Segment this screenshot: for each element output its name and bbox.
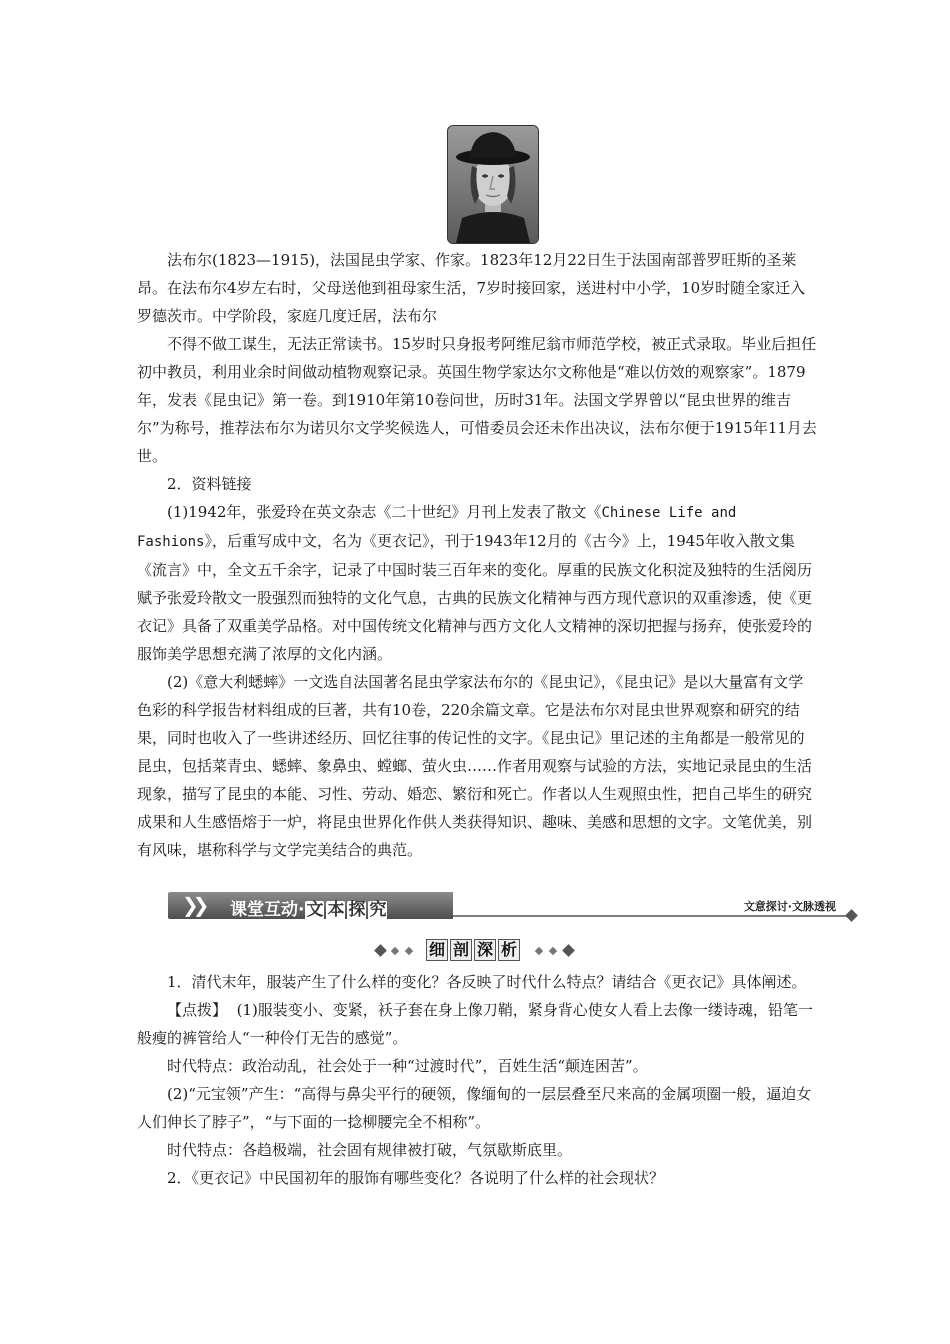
diamond-icon bbox=[845, 909, 858, 922]
biography-paragraph-1: 法布尔(1823—1915)，法国昆虫学家、作家。1823年12月22日生于法国南部普罗旺斯的圣莱昂。在法布尔4岁左右时，父母送他到祖母家生活，7岁时接回家，送进村中小学，10岁时随全家迁入罗德茨市。中学阶段，家庭几度迁居，法布尔 bbox=[137, 251, 806, 325]
subsection-heading bbox=[370, 938, 580, 964]
hint-paragraph-2: (2)“元宝领”产生：“高得与鼻尖平行的硬领，像缅甸的一层层叠至尺来高的金属项圈一般，逼迫女人们伸长了脖子”，“与下面的一捻柳腰完全不相称”。 bbox=[137, 1085, 812, 1131]
banner-bar bbox=[168, 892, 453, 919]
english-title: Chinese Life and Fashions bbox=[137, 505, 737, 550]
banner-title-char: 本 bbox=[327, 900, 345, 920]
era-feature-2: 时代特点：各趋极端，社会固有规律被打破，气氛歇斯底里。 bbox=[167, 1141, 573, 1159]
reference-section bbox=[137, 470, 817, 864]
banner-right-label: 文意探讨·文脉透视 bbox=[743, 900, 836, 913]
question-1: 1．清代末年，服装产生了什么样的变化？各反映了时代什么特点？请结合《更衣记》具体阐述。 bbox=[167, 973, 807, 991]
portrait-image bbox=[448, 126, 538, 243]
banner-title bbox=[230, 895, 388, 920]
reference-1-start: (1)1942年，张爱玲在英文杂志《二十世纪》月刊上发表了散文《 bbox=[167, 503, 602, 521]
banner-title-char: 探 bbox=[348, 900, 366, 920]
diamond-icon bbox=[405, 947, 413, 955]
diamond-icon bbox=[391, 947, 399, 955]
subsection-title-char: 析 bbox=[498, 939, 520, 961]
biography-section bbox=[137, 246, 817, 470]
banner-title-char: 究 bbox=[369, 900, 387, 920]
chevron-right-icon: ❯❯ bbox=[182, 893, 204, 917]
subsection-title-char: 细 bbox=[426, 939, 448, 961]
question-2: 2．《更衣记》中民国初年的服饰有哪些变化？各说明了什么样的社会现状？ bbox=[167, 1169, 665, 1187]
diamond-icon bbox=[535, 947, 543, 955]
diamond-icon bbox=[562, 944, 575, 957]
hint-1-text: (1)服装变小、变紧，袄子套在身上像刀鞘，紧身背心使女人看上去像一缕诗魂，铅笔一般瘦的裤管给人“一种伶仃无告的感觉”。 bbox=[137, 1001, 813, 1047]
diamond-icon bbox=[549, 947, 557, 955]
hint-paragraph-1 bbox=[137, 996, 817, 1052]
reference-1-end: 》，后重写成中文，名为《更衣记》，刊于1943年12月的《古今》上，1945年收入散文集《流言》中，全文五千余字，记录了中国时装三百年来的变化。厚重的民族文化积淀及独特的生活阅历赋予张爱玲散文一股强烈而独特的文化气息，古典的民族文化精神与西方现代意识的双重渗透，使《更衣记》具备了双重美学品格。对中国传统文化精神与西方文化人文精神的深切把握与扬弃，使张爱玲的服饰美学思想充满了浓厚的文化内涵。 bbox=[137, 532, 813, 663]
subsection-title-char: 深 bbox=[474, 939, 496, 961]
era-feature-1: 时代特点：政治动乱，社会处于一种“过渡时代”，百姓生活“颠连困苦”。 bbox=[167, 1057, 648, 1075]
banner-title-char: 文 bbox=[306, 900, 324, 920]
hint-label: 【点拨】 bbox=[167, 1001, 228, 1019]
biography-paragraph-2: 不得不做工谋生，无法正常读书。15岁时只身报考阿维尼翁市师范学校，被正式录取。毕业后担任初中教员，利用业余时间做动植物观察记录。英国生物学家达尔文称他是“难以仿效的观察家”。1879年，发表《昆虫记》第一卷。到1910年第10卷问世，历时31年。法国文学界曾以“昆虫世界的维吉尔”为称号，推荐法布尔为诺贝尔文学奖候选人，可惜委员会还未作出决议，法布尔便于1915年11月去世。 bbox=[137, 335, 817, 465]
reference-paragraph-2: (2)《意大利蟋蟀》一文选自法国著名昆虫学家法布尔的《昆虫记》，《昆虫记》是以大量富有文学色彩的科学报告材料组成的巨著，共有10卷，220余篇文章。它是法布尔对昆虫世界观察和研究的结果，同时也收入了一些讲述经历、回忆往事的传记性的文字。《昆虫记》里记述的主角都是一般常见的昆虫，包括菜青虫、蟋蟀、象鼻虫、螳螂、萤火虫……作者用观察与试验的方法，实地记录昆虫的生活现象，描写了昆虫的本能、习性、劳动、婚恋、繁衍和死亡。作者以人生观照虫性，把自己毕生的研究成果和人生感悟熔于一炉，将昆虫世界化作供人类获得知识、趣味、美感和思想的文字。文笔优美，别有风味，堪称科学与文学完美结合的典范。 bbox=[137, 673, 813, 859]
fabre-portrait bbox=[447, 125, 539, 244]
section-heading: 2．资料链接 bbox=[167, 475, 252, 493]
banner-title-prefix: 课堂互动· bbox=[230, 900, 305, 920]
analysis-section bbox=[137, 968, 817, 1192]
banner-rule bbox=[453, 915, 848, 917]
reference-paragraph-1 bbox=[137, 498, 817, 668]
subsection-title-char: 剖 bbox=[450, 939, 472, 961]
subsection-title bbox=[426, 939, 522, 961]
section-banner bbox=[168, 892, 858, 922]
diamond-icon bbox=[374, 944, 387, 957]
